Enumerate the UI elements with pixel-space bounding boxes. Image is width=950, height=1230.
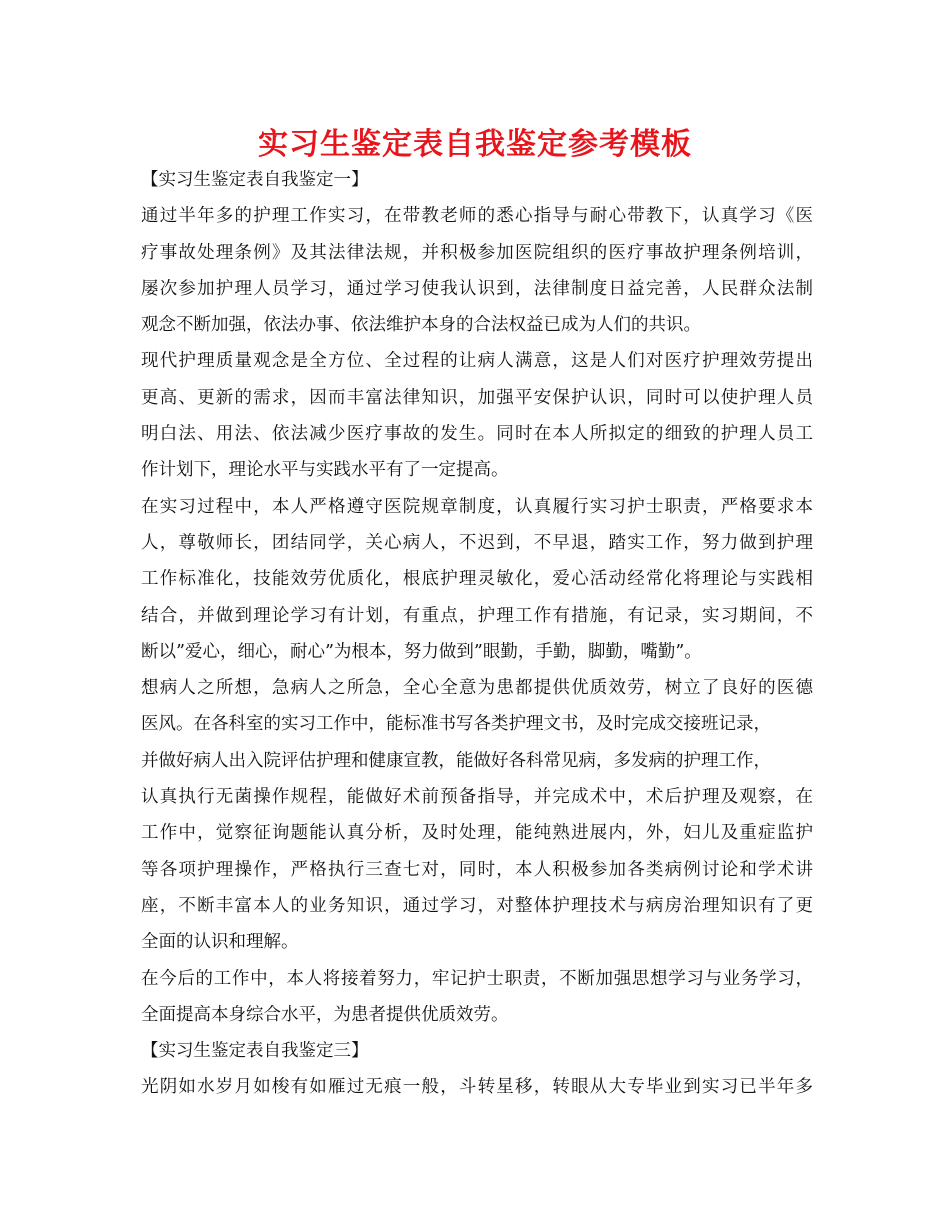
text-line: 结合，并做到理论学习有计划，有重点，护理工作有措施，有记录，实习期间，不	[141, 605, 813, 626]
text-line: 更高、更新的需求，因而丰富法律知识，加强平安保护认识，同时可以使护理人员	[141, 387, 813, 408]
section-heading: 【实习生鉴定表自我鉴定一】	[141, 170, 369, 190]
text-line: 现代护理质量观念是全方位、全过程的让病人满意，这是人们对医疗护理效劳提出	[141, 351, 813, 372]
text-line: 等各项护理操作，严格执行三查七对，同时，本人积极参加各类病例讨论和学术讲	[141, 859, 813, 880]
text-line: 断以”爱心，细心，耐心”为根本，努力做到”眼勤，手勤，脚勤，嘴勤”。	[141, 641, 702, 662]
text-line: 观念不断加强，依法办事、依法维护本身的合法权益已成为人们的共识。	[141, 315, 701, 336]
text-line: 疗事故处理条例》及其法律法规，并积极参加医院组织的医疗事故护理条例培训，	[141, 242, 813, 263]
text-line: 医风。在各科室的实习工作中，能标准书写各类护理文书，及时完成交接班记录，	[141, 714, 771, 735]
text-line: 在今后的工作中，本人将接着努力，牢记护士职责，不断加强思想学习与业务学习，	[141, 968, 813, 989]
text-line: 屡次参加护理人员学习，通过学习使我认识到，法律制度日益完善，人民群众法制	[141, 278, 813, 299]
document-title: 实习生鉴定表自我鉴定参考模板	[258, 127, 692, 162]
text-line: 工作中，觉察征询题能认真分析，及时处理，能纯熟进展内，外，妇儿及重症监护	[141, 823, 813, 844]
text-line: 在实习过程中，本人严格遵守医院规章制度，认真履行实习护士职责，严格要求本	[141, 496, 813, 517]
text-line: 通过半年多的护理工作实习，在带教老师的悉心指导与耐心带教下，认真学习《医	[141, 206, 813, 227]
text-line: 人，尊敬师长，团结同学，关心病人，不迟到，不早退，踏实工作，努力做到护理	[141, 532, 813, 553]
text-line: 全面提高本身综合水平，为患者提供优质效劳。	[141, 1004, 509, 1025]
section-heading: 【实习生鉴定表自我鉴定三】	[141, 1041, 369, 1062]
text-line: 工作标准化，技能效劳优质化，根底护理灵敏化，爱心活动经常化将理论与实践相	[141, 569, 813, 590]
text-line: 明白法、用法、依法减少医疗事故的发生。同时在本人所拟定的细致的护理人员工	[141, 424, 813, 445]
text-line: 座，不断丰富本人的业务知识，通过学习，对整体护理技术与病房治理知识有了更	[141, 895, 813, 916]
text-line: 作计划下，理论水平与实践水平有了一定提高。	[141, 460, 509, 481]
text-line: 全面的认识和理解。	[141, 932, 299, 953]
document-body	[141, 162, 813, 1106]
text-line: 认真执行无菌操作规程，能做好术前预备指导，并完成术中，术后护理及观察，在	[141, 787, 813, 808]
text-line: 并做好病人出入院评估护理和健康宣教，能做好各科常见病，多发病的护理工作，	[141, 750, 771, 771]
text-line: 光阴如水岁月如梭有如雁过无痕一般，斗转星移，转眼从大专毕业到实习已半年多	[141, 1077, 813, 1098]
text-line: 想病人之所想，急病人之所急，全心全意为患都提供优质效劳，树立了良好的医德	[141, 678, 813, 699]
